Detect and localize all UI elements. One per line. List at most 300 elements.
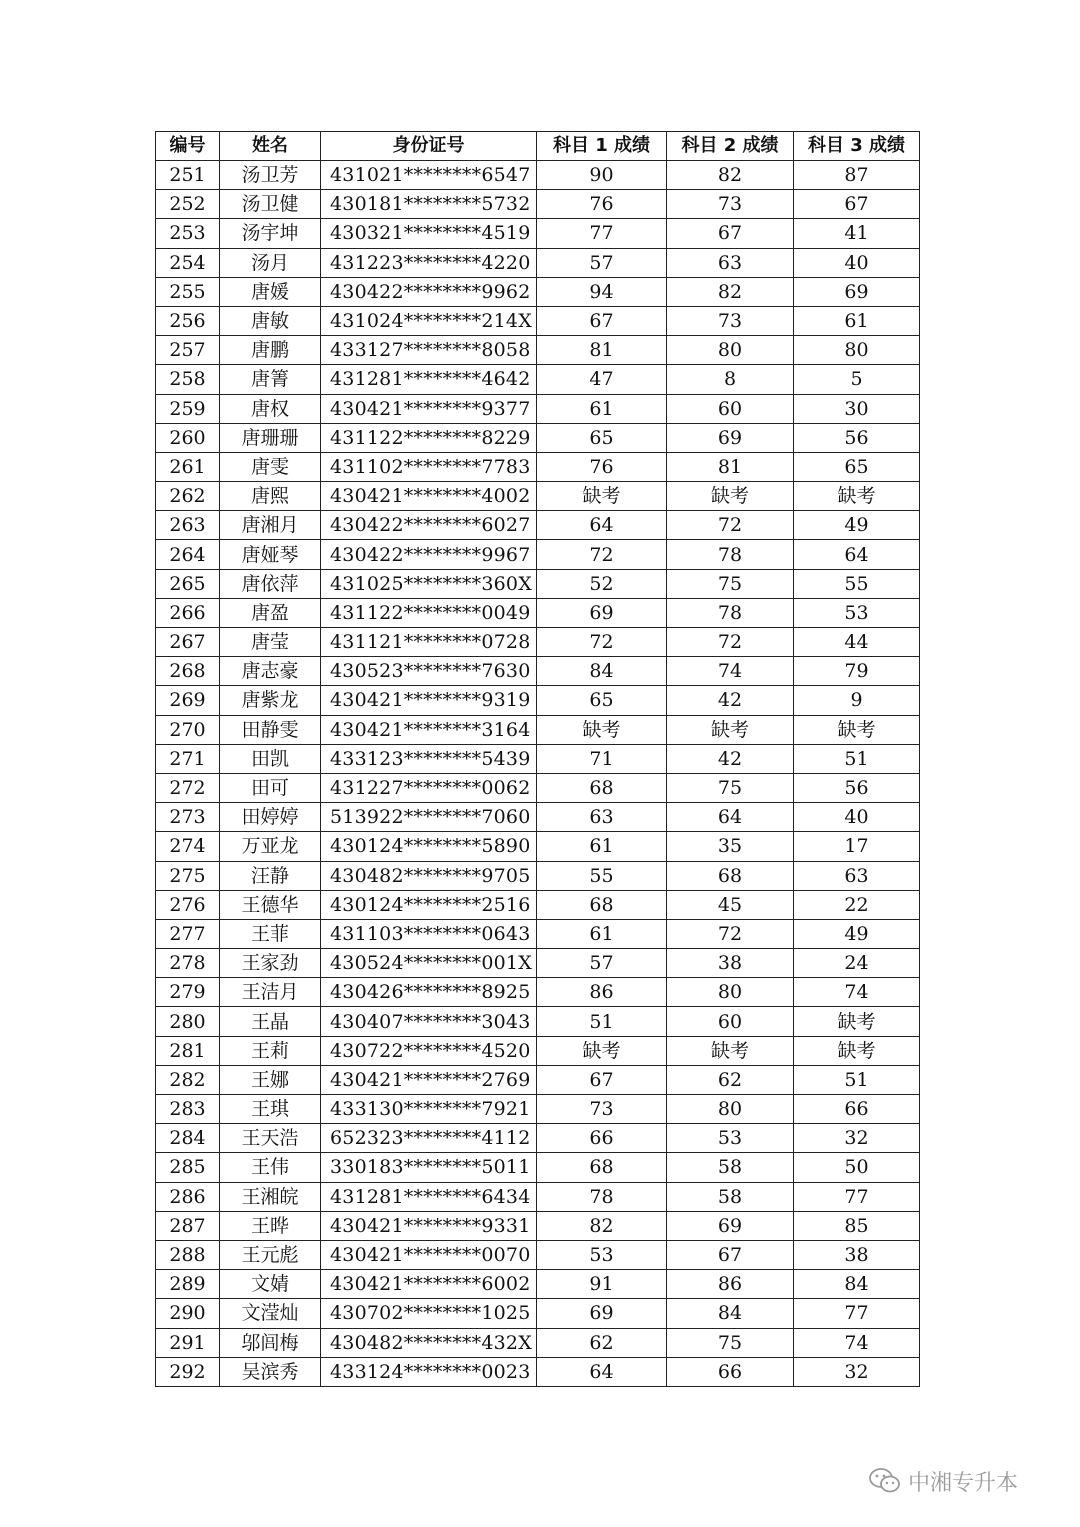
cell-subject-3: 55: [794, 569, 920, 598]
cell-id-number: 430426********8925: [321, 978, 537, 1007]
cell-id-number: 431025********360X: [321, 569, 537, 598]
cell-subject-2: 69: [667, 423, 794, 452]
cell-subject-2: 42: [667, 686, 794, 715]
cell-subject-2: 86: [667, 1270, 794, 1299]
cell-name: 唐盈: [220, 598, 321, 627]
cell-subject-2: 73: [667, 306, 794, 335]
cell-subject-3: 缺考: [794, 482, 920, 511]
cell-subject-1: 71: [537, 744, 667, 773]
cell-id-number: 513922********7060: [321, 803, 537, 832]
cell-number: 290: [156, 1299, 220, 1328]
cell-subject-3: 40: [794, 248, 920, 277]
cell-id-number: 430482********432X: [321, 1328, 537, 1357]
cell-name: 汪静: [220, 861, 321, 890]
cell-subject-1: 61: [537, 919, 667, 948]
cell-number: 289: [156, 1270, 220, 1299]
cell-name: 王菲: [220, 919, 321, 948]
header-subject-3-score: 科目 3 成绩: [794, 132, 920, 161]
cell-number: 257: [156, 336, 220, 365]
cell-number: 291: [156, 1328, 220, 1357]
table-row: [156, 1270, 920, 1299]
cell-subject-1: 67: [537, 1065, 667, 1094]
cell-number: 252: [156, 190, 220, 219]
cell-subject-1: 84: [537, 657, 667, 686]
wechat-icon: [868, 1467, 902, 1495]
table-row: [156, 423, 920, 452]
table-row: [156, 1095, 920, 1124]
cell-number: 256: [156, 306, 220, 335]
cell-id-number: 430421********6002: [321, 1270, 537, 1299]
table-row: [156, 1036, 920, 1065]
cell-number: 284: [156, 1124, 220, 1153]
cell-subject-1: 69: [537, 1299, 667, 1328]
header-subject-1-score: 科目 1 成绩: [537, 132, 667, 161]
table-row: [156, 511, 920, 540]
cell-subject-3: 61: [794, 306, 920, 335]
cell-subject-2: 8: [667, 365, 794, 394]
header-name: 姓名: [220, 132, 321, 161]
cell-id-number: 430524********001X: [321, 949, 537, 978]
cell-number: 260: [156, 423, 220, 452]
cell-number: 259: [156, 394, 220, 423]
cell-id-number: 430523********7630: [321, 657, 537, 686]
table-row: [156, 919, 920, 948]
cell-subject-3: 49: [794, 511, 920, 540]
cell-name: 汤宇坤: [220, 219, 321, 248]
cell-subject-1: 91: [537, 1270, 667, 1299]
cell-subject-3: 32: [794, 1357, 920, 1386]
table-row: [156, 803, 920, 832]
cell-subject-1: 65: [537, 423, 667, 452]
cell-subject-3: 24: [794, 949, 920, 978]
cell-subject-1: 缺考: [537, 1036, 667, 1065]
table-row: [156, 540, 920, 569]
cell-id-number: 431103********0643: [321, 919, 537, 948]
table-row: [156, 569, 920, 598]
cell-subject-3: 67: [794, 190, 920, 219]
cell-number: 255: [156, 277, 220, 306]
cell-subject-2: 72: [667, 919, 794, 948]
cell-number: 286: [156, 1182, 220, 1211]
cell-number: 287: [156, 1211, 220, 1240]
table-row: [156, 452, 920, 481]
cell-subject-3: 51: [794, 744, 920, 773]
cell-number: 274: [156, 832, 220, 861]
score-sheet: [155, 131, 919, 1387]
table-row: [156, 1211, 920, 1240]
cell-number: 288: [156, 1240, 220, 1269]
cell-subject-1: 90: [537, 161, 667, 190]
cell-name: 汤卫健: [220, 190, 321, 219]
cell-name: 唐湘月: [220, 511, 321, 540]
cell-subject-2: 78: [667, 598, 794, 627]
cell-subject-3: 69: [794, 277, 920, 306]
table-row: [156, 832, 920, 861]
cell-subject-3: 65: [794, 452, 920, 481]
cell-number: 265: [156, 569, 220, 598]
cell-subject-3: 53: [794, 598, 920, 627]
cell-subject-2: 80: [667, 978, 794, 1007]
table-row: [156, 744, 920, 773]
cell-name: 吴滨秀: [220, 1357, 321, 1386]
cell-subject-1: 68: [537, 773, 667, 802]
cell-name: 王洁月: [220, 978, 321, 1007]
cell-subject-3: 30: [794, 394, 920, 423]
cell-subject-1: 缺考: [537, 715, 667, 744]
table-row: [156, 657, 920, 686]
cell-subject-3: 40: [794, 803, 920, 832]
watermark: [868, 1466, 1018, 1496]
cell-name: 王伟: [220, 1153, 321, 1182]
cell-id-number: 430421********9331: [321, 1211, 537, 1240]
table-row: [156, 1065, 920, 1094]
cell-subject-3: 17: [794, 832, 920, 861]
cell-subject-1: 55: [537, 861, 667, 890]
cell-number: 258: [156, 365, 220, 394]
cell-name: 王元彪: [220, 1240, 321, 1269]
cell-name: 王家劲: [220, 949, 321, 978]
cell-subject-2: 64: [667, 803, 794, 832]
cell-subject-2: 81: [667, 452, 794, 481]
cell-subject-3: 51: [794, 1065, 920, 1094]
cell-subject-1: 69: [537, 598, 667, 627]
table-row: [156, 190, 920, 219]
cell-subject-1: 73: [537, 1095, 667, 1124]
cell-subject-1: 81: [537, 336, 667, 365]
table-row: [156, 1328, 920, 1357]
table-row: [156, 773, 920, 802]
cell-id-number: 433123********5439: [321, 744, 537, 773]
cell-subject-3: 79: [794, 657, 920, 686]
table-row: [156, 1182, 920, 1211]
cell-subject-2: 66: [667, 1357, 794, 1386]
cell-id-number: 431102********7783: [321, 452, 537, 481]
cell-subject-3: 56: [794, 773, 920, 802]
cell-number: 283: [156, 1095, 220, 1124]
cell-name: 唐莹: [220, 628, 321, 657]
cell-subject-1: 72: [537, 628, 667, 657]
cell-subject-3: 64: [794, 540, 920, 569]
cell-number: 266: [156, 598, 220, 627]
header-number: 编号: [156, 132, 220, 161]
cell-subject-1: 64: [537, 511, 667, 540]
cell-name: 唐箐: [220, 365, 321, 394]
cell-name: 王德华: [220, 890, 321, 919]
cell-number: 272: [156, 773, 220, 802]
cell-number: 261: [156, 452, 220, 481]
cell-id-number: 431223********4220: [321, 248, 537, 277]
table-row: [156, 1299, 920, 1328]
table-row: [156, 890, 920, 919]
cell-name: 王莉: [220, 1036, 321, 1065]
cell-id-number: 431021********6547: [321, 161, 537, 190]
table-row: [156, 1124, 920, 1153]
cell-id-number: 431281********4642: [321, 365, 537, 394]
cell-subject-2: 缺考: [667, 482, 794, 511]
cell-subject-1: 66: [537, 1124, 667, 1153]
cell-number: 264: [156, 540, 220, 569]
cell-id-number: 430407********3043: [321, 1007, 537, 1036]
cell-number: 270: [156, 715, 220, 744]
cell-subject-3: 85: [794, 1211, 920, 1240]
cell-number: 285: [156, 1153, 220, 1182]
table-header-row: [156, 132, 920, 161]
cell-name: 文婧: [220, 1270, 321, 1299]
cell-id-number: 430181********5732: [321, 190, 537, 219]
table-row: [156, 1357, 920, 1386]
cell-subject-1: 缺考: [537, 482, 667, 511]
cell-subject-3: 49: [794, 919, 920, 948]
cell-subject-3: 缺考: [794, 715, 920, 744]
cell-subject-1: 77: [537, 219, 667, 248]
table-row: [156, 978, 920, 1007]
cell-subject-2: 42: [667, 744, 794, 773]
cell-subject-1: 78: [537, 1182, 667, 1211]
cell-subject-3: 63: [794, 861, 920, 890]
cell-id-number: 430421********9377: [321, 394, 537, 423]
table-row: [156, 219, 920, 248]
cell-id-number: 430422********6027: [321, 511, 537, 540]
cell-number: 279: [156, 978, 220, 1007]
table-row: [156, 861, 920, 890]
cell-name: 田凯: [220, 744, 321, 773]
cell-id-number: 430422********9962: [321, 277, 537, 306]
cell-id-number: 430421********9319: [321, 686, 537, 715]
cell-number: 282: [156, 1065, 220, 1094]
cell-subject-1: 86: [537, 978, 667, 1007]
cell-name: 万亚龙: [220, 832, 321, 861]
cell-subject-3: 87: [794, 161, 920, 190]
cell-name: 唐鹏: [220, 336, 321, 365]
cell-name: 唐雯: [220, 452, 321, 481]
table-body: [156, 161, 920, 1387]
cell-number: 254: [156, 248, 220, 277]
cell-subject-1: 62: [537, 1328, 667, 1357]
cell-subject-1: 67: [537, 306, 667, 335]
cell-number: 267: [156, 628, 220, 657]
table-row: [156, 1153, 920, 1182]
cell-subject-2: 69: [667, 1211, 794, 1240]
cell-id-number: 431122********8229: [321, 423, 537, 452]
cell-subject-2: 缺考: [667, 1036, 794, 1065]
table-row: [156, 394, 920, 423]
header-id-number: 身份证号: [321, 132, 537, 161]
cell-name: 唐紫龙: [220, 686, 321, 715]
cell-name: 王娜: [220, 1065, 321, 1094]
cell-id-number: 430421********4002: [321, 482, 537, 511]
cell-subject-3: 74: [794, 1328, 920, 1357]
cell-id-number: 431024********214X: [321, 306, 537, 335]
cell-subject-1: 51: [537, 1007, 667, 1036]
table-row: [156, 1240, 920, 1269]
cell-name: 唐媛: [220, 277, 321, 306]
cell-number: 263: [156, 511, 220, 540]
cell-subject-2: 58: [667, 1182, 794, 1211]
table-row: [156, 628, 920, 657]
cell-subject-1: 68: [537, 890, 667, 919]
cell-subject-2: 80: [667, 1095, 794, 1124]
table-row: [156, 336, 920, 365]
cell-subject-2: 82: [667, 161, 794, 190]
header-subject-2-score: 科目 2 成绩: [667, 132, 794, 161]
cell-subject-1: 94: [537, 277, 667, 306]
cell-subject-1: 76: [537, 190, 667, 219]
cell-number: 292: [156, 1357, 220, 1386]
cell-subject-3: 41: [794, 219, 920, 248]
table-row: [156, 715, 920, 744]
cell-subject-3: 9: [794, 686, 920, 715]
cell-subject-3: 50: [794, 1153, 920, 1182]
cell-subject-1: 53: [537, 1240, 667, 1269]
cell-subject-3: 77: [794, 1299, 920, 1328]
cell-subject-2: 68: [667, 861, 794, 890]
cell-subject-2: 75: [667, 569, 794, 598]
cell-subject-3: 32: [794, 1124, 920, 1153]
cell-name: 王晶: [220, 1007, 321, 1036]
cell-subject-2: 62: [667, 1065, 794, 1094]
cell-subject-3: 56: [794, 423, 920, 452]
cell-subject-1: 63: [537, 803, 667, 832]
cell-subject-2: 72: [667, 511, 794, 540]
cell-id-number: 431122********0049: [321, 598, 537, 627]
cell-subject-2: 58: [667, 1153, 794, 1182]
cell-id-number: 431227********0062: [321, 773, 537, 802]
cell-number: 273: [156, 803, 220, 832]
cell-subject-3: 22: [794, 890, 920, 919]
cell-number: 253: [156, 219, 220, 248]
cell-subject-1: 68: [537, 1153, 667, 1182]
cell-subject-2: 73: [667, 190, 794, 219]
cell-subject-2: 60: [667, 1007, 794, 1036]
cell-name: 唐权: [220, 394, 321, 423]
cell-number: 277: [156, 919, 220, 948]
cell-id-number: 430421********3164: [321, 715, 537, 744]
table-row: [156, 949, 920, 978]
cell-subject-2: 38: [667, 949, 794, 978]
cell-number: 262: [156, 482, 220, 511]
cell-subject-1: 47: [537, 365, 667, 394]
cell-subject-1: 65: [537, 686, 667, 715]
cell-subject-2: 60: [667, 394, 794, 423]
cell-subject-1: 52: [537, 569, 667, 598]
cell-id-number: 430124********5890: [321, 832, 537, 861]
cell-subject-2: 72: [667, 628, 794, 657]
cell-name: 田婷婷: [220, 803, 321, 832]
cell-subject-1: 57: [537, 248, 667, 277]
cell-subject-2: 缺考: [667, 715, 794, 744]
table-row: [156, 277, 920, 306]
cell-subject-2: 63: [667, 248, 794, 277]
cell-id-number: 431281********6434: [321, 1182, 537, 1211]
cell-subject-2: 35: [667, 832, 794, 861]
cell-id-number: 433127********8058: [321, 336, 537, 365]
cell-subject-2: 45: [667, 890, 794, 919]
cell-name: 王晔: [220, 1211, 321, 1240]
cell-id-number: 430321********4519: [321, 219, 537, 248]
table-row: [156, 482, 920, 511]
cell-subject-2: 74: [667, 657, 794, 686]
cell-number: 268: [156, 657, 220, 686]
cell-subject-2: 67: [667, 1240, 794, 1269]
cell-name: 王天浩: [220, 1124, 321, 1153]
cell-subject-2: 80: [667, 336, 794, 365]
cell-name: 唐珊珊: [220, 423, 321, 452]
cell-subject-2: 84: [667, 1299, 794, 1328]
cell-id-number: 430422********9967: [321, 540, 537, 569]
cell-subject-1: 82: [537, 1211, 667, 1240]
cell-subject-1: 64: [537, 1357, 667, 1386]
cell-name: 王琪: [220, 1095, 321, 1124]
cell-id-number: 430482********9705: [321, 861, 537, 890]
cell-subject-1: 72: [537, 540, 667, 569]
cell-name: 唐娅琴: [220, 540, 321, 569]
cell-name: 汤卫芳: [220, 161, 321, 190]
cell-subject-3: 5: [794, 365, 920, 394]
cell-id-number: 330183********5011: [321, 1153, 537, 1182]
watermark-text: 中湘专升本: [908, 1470, 1019, 1496]
table-row: [156, 1007, 920, 1036]
cell-name: 邬闾梅: [220, 1328, 321, 1357]
cell-number: 269: [156, 686, 220, 715]
table-row: [156, 306, 920, 335]
cell-subject-3: 缺考: [794, 1036, 920, 1065]
cell-id-number: 430722********4520: [321, 1036, 537, 1065]
cell-name: 唐依萍: [220, 569, 321, 598]
cell-subject-3: 77: [794, 1182, 920, 1211]
cell-id-number: 433124********0023: [321, 1357, 537, 1386]
cell-subject-3: 84: [794, 1270, 920, 1299]
cell-number: 280: [156, 1007, 220, 1036]
cell-subject-2: 78: [667, 540, 794, 569]
cell-subject-2: 75: [667, 773, 794, 802]
cell-number: 278: [156, 949, 220, 978]
cell-subject-3: 74: [794, 978, 920, 1007]
cell-name: 唐熙: [220, 482, 321, 511]
table-row: [156, 161, 920, 190]
cell-number: 271: [156, 744, 220, 773]
cell-id-number: 430421********0070: [321, 1240, 537, 1269]
cell-name: 唐志豪: [220, 657, 321, 686]
cell-subject-3: 38: [794, 1240, 920, 1269]
cell-subject-2: 67: [667, 219, 794, 248]
cell-subject-3: 66: [794, 1095, 920, 1124]
score-table: [155, 131, 920, 1387]
cell-number: 281: [156, 1036, 220, 1065]
cell-id-number: 431121********0728: [321, 628, 537, 657]
cell-name: 田可: [220, 773, 321, 802]
cell-number: 276: [156, 890, 220, 919]
cell-subject-3: 44: [794, 628, 920, 657]
cell-subject-1: 61: [537, 394, 667, 423]
cell-number: 275: [156, 861, 220, 890]
cell-subject-2: 53: [667, 1124, 794, 1153]
cell-id-number: 433130********7921: [321, 1095, 537, 1124]
table-row: [156, 365, 920, 394]
cell-subject-1: 61: [537, 832, 667, 861]
table-row: [156, 248, 920, 277]
cell-id-number: 430421********2769: [321, 1065, 537, 1094]
table-row: [156, 686, 920, 715]
cell-name: 唐敏: [220, 306, 321, 335]
cell-name: 田静雯: [220, 715, 321, 744]
cell-id-number: 430124********2516: [321, 890, 537, 919]
cell-subject-3: 80: [794, 336, 920, 365]
cell-subject-2: 82: [667, 277, 794, 306]
cell-name: 王湘皖: [220, 1182, 321, 1211]
cell-subject-3: 缺考: [794, 1007, 920, 1036]
cell-subject-1: 57: [537, 949, 667, 978]
cell-subject-2: 75: [667, 1328, 794, 1357]
